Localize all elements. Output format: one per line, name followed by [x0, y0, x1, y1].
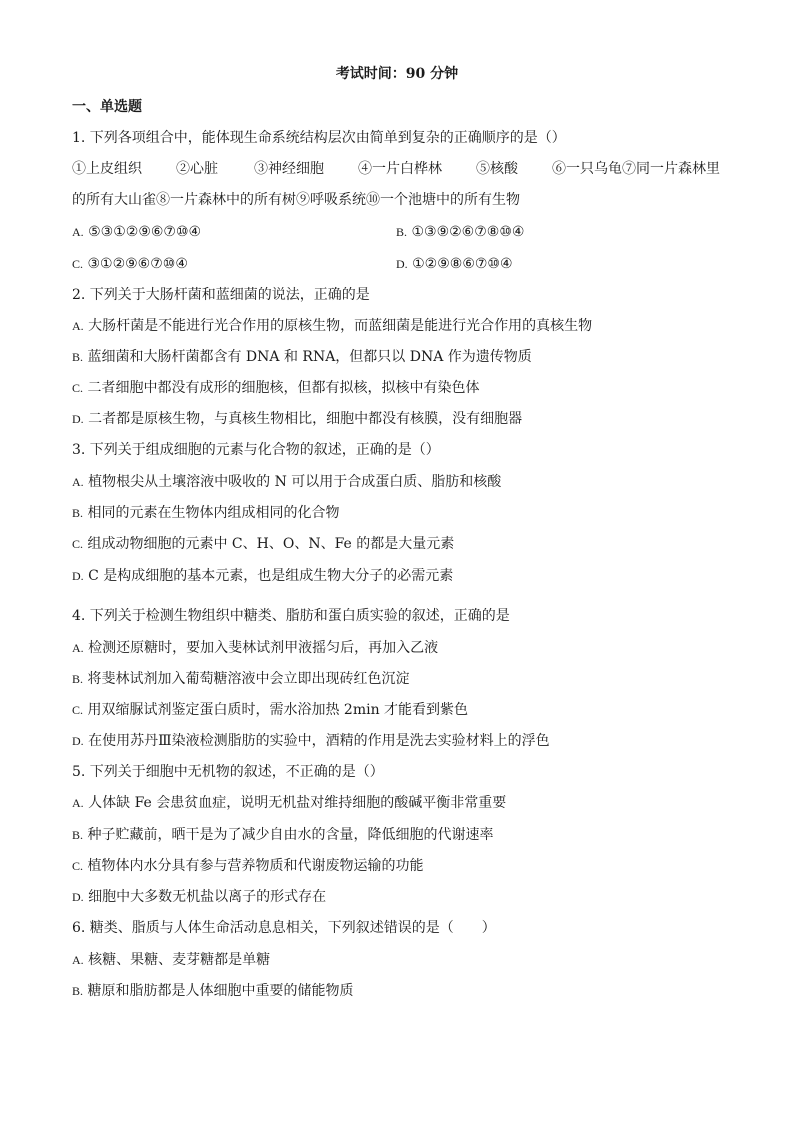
question-5-option-a [72, 793, 506, 813]
question-1-option-c [72, 254, 188, 274]
question-1-item: ⑥一只乌龟⑦同一片森林里 [552, 161, 720, 177]
option-label: B. [72, 672, 84, 686]
question-3-stem: 3. 下列关于组成细胞的元素与化合物的叙述，正确的是（） [72, 442, 440, 458]
option-text: C 是构成细胞的基本元素，也是组成生物大分子的必需元素 [88, 568, 454, 584]
option-text: 植物根尖从土壤溶液中吸收的 N 可以用于合成蛋白质、脂肪和核酸 [88, 474, 502, 490]
option-text: 细胞中大多数无机盐以离子的形式存在 [88, 889, 327, 905]
question-1-item: ④一片白桦林 [358, 161, 442, 177]
option-text: 人体缺 Fe 会患贫血症，说明无机盐对维持细胞的酸碱平衡非常重要 [88, 795, 507, 811]
question-4-stem: 4. 下列关于检测生物组织中糖类、脂肪和蛋白质实验的叙述，正确的是 [72, 608, 510, 624]
question-4-option-a [72, 638, 438, 658]
option-text: 核糖、果糖、麦芽糖都是单糖 [88, 952, 271, 968]
option-label: C. [72, 257, 84, 271]
option-text: 大肠杆菌是不能进行光合作用的原核生物，而蓝细菌是能进行光合作用的真核生物 [88, 318, 593, 334]
question-2-option-d [72, 409, 522, 429]
question-4-option-b [72, 669, 409, 689]
option-label: D. [72, 569, 84, 583]
question-2-option-c [72, 378, 479, 398]
question-2-option-b [72, 347, 532, 367]
question-6-option-b [72, 981, 353, 1001]
question-1-option-b [396, 222, 524, 242]
question-3-option-d [72, 566, 453, 586]
option-label: B. [72, 984, 84, 998]
option-label: D. [72, 412, 84, 426]
question-3-option-b [72, 503, 339, 523]
question-1-item: ③神经细胞 [254, 161, 324, 177]
option-text: 相同的元素在生物体内组成相同的化合物 [87, 505, 340, 521]
option-label: B. [396, 225, 408, 239]
option-label: A. [72, 475, 84, 489]
exam-time-title: 考试时间：90 分钟 [335, 66, 459, 82]
option-text: ①③⑨②⑥⑦⑧⑩④ [411, 224, 525, 240]
option-text: ③①②⑨⑥⑦⑩④ [87, 256, 188, 272]
option-text: 二者都是原核生物，与真核生物相比，细胞中都没有核膜，没有细胞器 [88, 411, 523, 427]
option-text: ⑤③①②⑨⑥⑦⑩④ [88, 224, 202, 240]
option-text: ①②⑨⑧⑥⑦⑩④ [412, 256, 513, 272]
question-1-item: ⑤核酸 [476, 161, 518, 177]
section-heading: 一、单选题 [72, 99, 142, 115]
question-1-stem: 1. 下列各项组合中，能体现生命系统结构层次由简单到复杂的正确顺序的是（） [72, 130, 566, 146]
option-label: B. [72, 506, 84, 520]
question-6-option-a [72, 950, 270, 970]
option-text: 蓝细菌和大肠杆菌都含有 DNA 和 RNA，但都只以 DNA 作为遗传物质 [87, 349, 532, 365]
option-label: C. [72, 703, 84, 717]
question-5-option-d [72, 887, 326, 907]
option-text: 种子贮藏前，晒干是为了减少自由水的含量，降低细胞的代谢速率 [87, 827, 494, 843]
question-2-option-a [72, 316, 592, 336]
option-label: A. [72, 225, 84, 239]
option-label: D. [72, 734, 84, 748]
option-text: 二者细胞中都没有成形的细胞核，但都有拟核，拟核中有染色体 [87, 380, 480, 396]
option-label: A. [72, 796, 84, 810]
option-text: 将斐林试剂加入葡萄糖溶液中会立即出现砖红色沉淀 [87, 671, 410, 687]
option-label: C. [72, 859, 84, 873]
option-label: B. [72, 350, 84, 364]
option-label: B. [72, 828, 84, 842]
question-4-option-c [72, 700, 468, 720]
question-5-option-c [72, 856, 423, 876]
option-label: A. [72, 319, 84, 333]
question-4-option-d [72, 731, 550, 751]
question-1-option-d [396, 254, 513, 274]
question-5-option-b [72, 825, 493, 845]
option-text: 用双缩脲试剂鉴定蛋白质时，需水浴加热 2min 才能看到紫色 [87, 702, 469, 718]
question-5-stem: 5. 下列关于细胞中无机物的叙述，不正确的是（） [72, 764, 384, 780]
option-label: C. [72, 381, 84, 395]
question-1-items-continued: 的所有大山雀⑧一片森林中的所有树⑨呼吸系统⑩一个池塘中的所有生物 [72, 192, 520, 208]
question-1-item: ②心脏 [176, 161, 218, 177]
option-label: D. [72, 890, 84, 904]
option-label: C. [72, 537, 84, 551]
question-3-option-a [72, 472, 501, 492]
question-2-stem: 2. 下列关于大肠杆菌和蓝细菌的说法，正确的是 [72, 287, 370, 303]
question-3-option-c [72, 534, 454, 554]
option-label: D. [396, 257, 408, 271]
question-1-item: ①上皮组织 [72, 161, 142, 177]
question-1-option-a [72, 222, 201, 242]
option-label: A. [72, 641, 84, 655]
option-text: 糖原和脂肪都是人体细胞中重要的储能物质 [87, 983, 354, 999]
option-text: 植物体内水分具有参与营养物质和代谢废物运输的功能 [87, 858, 424, 874]
question-6-stem: 6. 糖类、脂质与人体生命活动息息相关，下列叙述错误的是（ ） [72, 920, 496, 936]
option-text: 检测还原糖时，要加入斐林试剂甲液摇匀后，再加入乙液 [88, 640, 439, 656]
option-text: 在使用苏丹Ⅲ染液检测脂肪的实验中，酒精的作用是洗去实验材料上的浮色 [88, 733, 550, 749]
option-label: A. [72, 953, 84, 967]
option-text: 组成动物细胞的元素中 C、H、O、N、Fe 的都是大量元素 [87, 536, 455, 552]
